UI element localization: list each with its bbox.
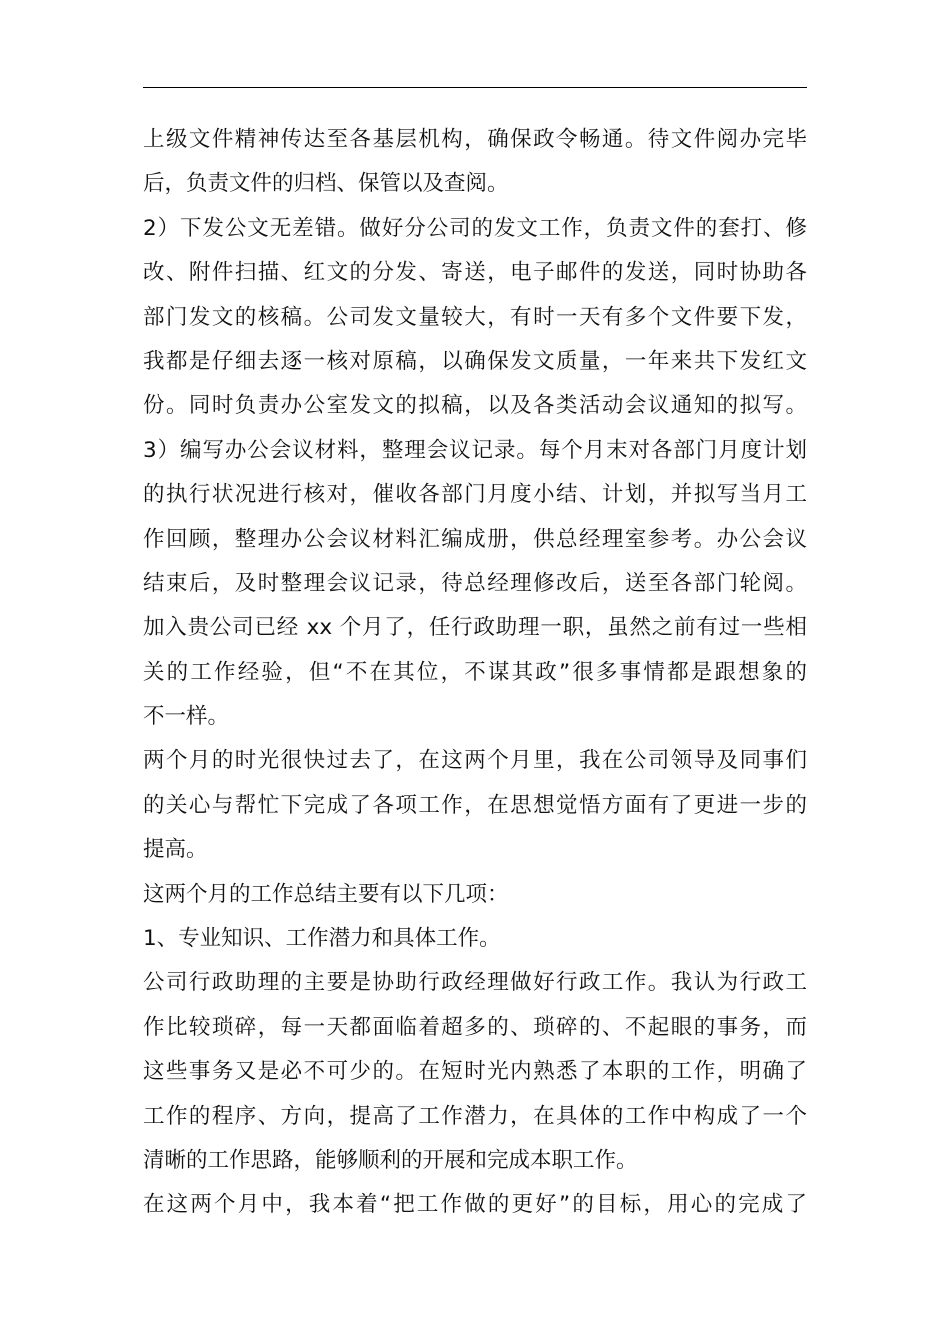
document-body: [143, 118, 807, 1228]
text-line: 公司行政助理的主要是协助行政经理做好行政工作。我认为行政工: [143, 970, 807, 996]
text-line: 1、专业知识、工作潜力和具体工作。: [143, 926, 501, 952]
text-line: 结束后，及时整理会议记录，待总经理修改后，送至各部门轮阅。: [143, 570, 807, 596]
text-line: 3）编写办公会议材料，整理会议记录。每个月末对各部门月度计划: [143, 437, 807, 463]
text-line: 提高。: [143, 837, 208, 863]
text-line: 两个月的时光很快过去了，在这两个月里，我在公司领导及同事们: [143, 748, 807, 774]
text-line: 改、附件扫描、红文的分发、寄送，电子邮件的发送，同时协助各: [143, 260, 807, 286]
text-line: 后，负责文件的归档、保管以及查阅。: [143, 171, 509, 197]
text-line: 我都是仔细去逐一核对原稿，以确保发文质量，一年来共下发红文: [143, 348, 807, 374]
text-line: 不一样。: [143, 704, 230, 730]
text-line: 份。同时负责办公室发文的拟稿，以及各类活动会议通知的拟写。: [143, 393, 807, 419]
text-line: 这两个月的工作总结主要有以下几项：: [143, 881, 509, 907]
text-line: 部门发文的核稿。公司发文量较大，有时一天有多个文件要下发，: [143, 304, 807, 330]
text-line: 2）下发公文无差错。做好分公司的发文工作，负责文件的套打、修: [143, 215, 807, 241]
text-line: 作比较琐碎，每一天都面临着超多的、琐碎的、不起眼的事务，而: [143, 1014, 807, 1040]
text-line: 清晰的工作思路，能够顺利的开展和完成本职工作。: [143, 1147, 638, 1173]
text-line: 加入贵公司已经 xx 个月了，任行政助理一职，虽然之前有过一些相: [143, 615, 807, 641]
text-line: 工作的程序、方向，提高了工作潜力，在具体的工作中构成了一个: [143, 1103, 807, 1129]
text-line: 在这两个月中，我本着“把工作做的更好”的目标，用心的完成了: [143, 1192, 807, 1218]
text-line: 的关心与帮忙下完成了各项工作，在思想觉悟方面有了更进一步的: [143, 792, 807, 818]
header-rule: [143, 87, 807, 88]
text-line: 作回顾，整理办公会议材料汇编成册，供总经理室参考。办公会议: [143, 526, 807, 552]
text-line: 这些事务又是必不可少的。在短时光内熟悉了本职的工作，明确了: [143, 1059, 807, 1085]
text-line: 关的工作经验，但“不在其位，不谋其政”很多事情都是跟想象的: [143, 659, 807, 685]
text-line: 的执行状况进行核对，催收各部门月度小结、计划，并拟写当月工: [143, 482, 807, 508]
text-line: 上级文件精神传达至各基层机构，确保政令畅通。待文件阅办完毕: [143, 127, 807, 152]
